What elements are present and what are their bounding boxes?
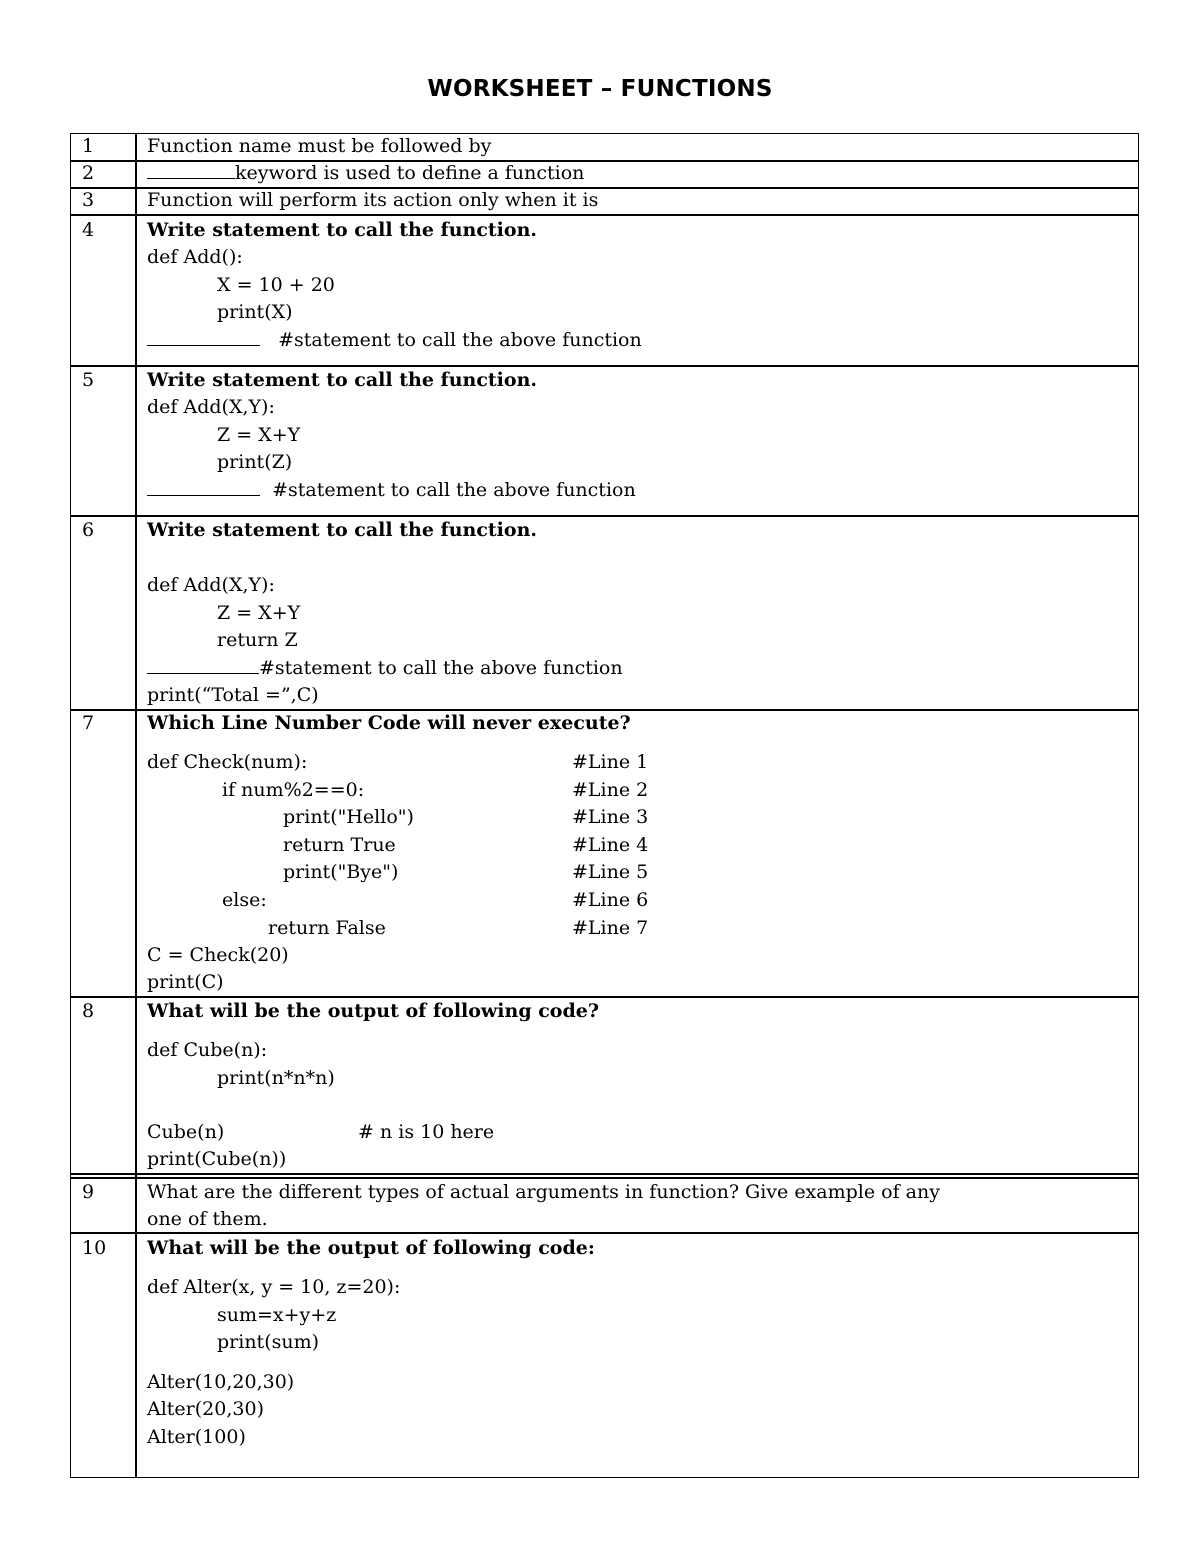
code-line: print(“Total =”,C) — [147, 684, 319, 706]
code-line: #statement to call the above function — [147, 655, 623, 682]
question-heading: Write statement to call the function. — [147, 369, 537, 391]
question-text: Function will perform its action only when it is — [147, 189, 599, 211]
code-line: return True — [283, 834, 396, 856]
code-line: #statement to call the above function — [147, 477, 636, 504]
code-line: print(Z) — [217, 451, 293, 473]
code-line: Z = X+Y — [217, 602, 301, 624]
question-heading: Which Line Number Code will never execute? — [147, 712, 631, 734]
code-line: Z = X+Y — [217, 424, 301, 446]
question-number: 1 — [82, 135, 95, 157]
line-comment: #Line 6 — [572, 889, 649, 911]
code-line: def Add(X,Y): — [147, 574, 275, 596]
question-text: Function name must be followed by — [147, 135, 492, 157]
question-text: What are the different types of actual arguments in function? Give example of any — [147, 1181, 940, 1203]
code-line: print(sum) — [217, 1331, 320, 1353]
question-number: 9 — [82, 1181, 95, 1203]
code-line: def Add(): — [147, 246, 243, 268]
row-divider — [70, 214, 1139, 216]
question-number: 7 — [82, 712, 95, 734]
code-line: def Cube(n): — [147, 1039, 268, 1061]
code-line: Alter(10,20,30) — [147, 1371, 295, 1393]
code-line: #statement to call the above function — [147, 327, 642, 354]
question-heading: Write statement to call the function. — [147, 519, 537, 541]
question-number: 8 — [82, 1000, 95, 1022]
line-comment: #Line 3 — [572, 806, 649, 828]
answer-blank — [147, 477, 260, 496]
code-line: def Check(num): — [147, 751, 308, 773]
line-comment: #Line 7 — [572, 917, 649, 939]
code-line: sum=x+y+z — [217, 1304, 337, 1326]
line-comment: # n is 10 here — [358, 1121, 495, 1143]
question-heading: Write statement to call the function. — [147, 219, 537, 241]
code-line: print(n*n*n) — [217, 1067, 335, 1089]
code-line: return Z — [217, 629, 298, 651]
column-divider — [135, 133, 137, 1478]
code-line: return False — [268, 917, 386, 939]
code-line: else: — [222, 889, 267, 911]
answer-blank — [147, 327, 260, 346]
question-number: 2 — [82, 162, 95, 184]
question-number: 3 — [82, 189, 95, 211]
worksheet-title: WORKSHEET – FUNCTIONS — [427, 76, 773, 102]
code-line: Cube(n) — [147, 1121, 225, 1143]
code-line: def Add(X,Y): — [147, 396, 275, 418]
question-number: 4 — [82, 219, 95, 241]
answer-blank — [147, 655, 259, 674]
question-heading: What will be the output of following code: — [147, 1237, 595, 1259]
code-line: print("Bye") — [283, 861, 399, 883]
question-number: 5 — [82, 369, 95, 391]
code-line: if num%2==0: — [222, 779, 365, 801]
question-number: 6 — [82, 519, 95, 541]
code-line: print(Cube(n)) — [147, 1148, 287, 1170]
code-line: print("Hello") — [283, 806, 414, 828]
code-line: print(C) — [147, 971, 224, 993]
question-number: 10 — [82, 1237, 107, 1259]
question-heading: What will be the output of following code? — [147, 1000, 599, 1022]
code-line: Alter(20,30) — [147, 1398, 264, 1420]
line-comment: #Line 2 — [572, 779, 649, 801]
code-line: Alter(100) — [147, 1426, 246, 1448]
question-text: keyword is used to define a function — [147, 160, 584, 187]
answer-blank — [147, 160, 235, 179]
line-comment: #Line 1 — [572, 751, 649, 773]
row-divider — [70, 1173, 1139, 1175]
line-comment: #Line 5 — [572, 861, 649, 883]
line-comment: #Line 4 — [572, 834, 649, 856]
code-line: X = 10 + 20 — [217, 274, 335, 296]
code-line: def Alter(x, y = 10, z=20): — [147, 1276, 401, 1298]
code-line: print(X) — [217, 301, 293, 323]
code-line: C = Check(20) — [147, 944, 289, 966]
question-text: one of them. — [147, 1208, 268, 1230]
